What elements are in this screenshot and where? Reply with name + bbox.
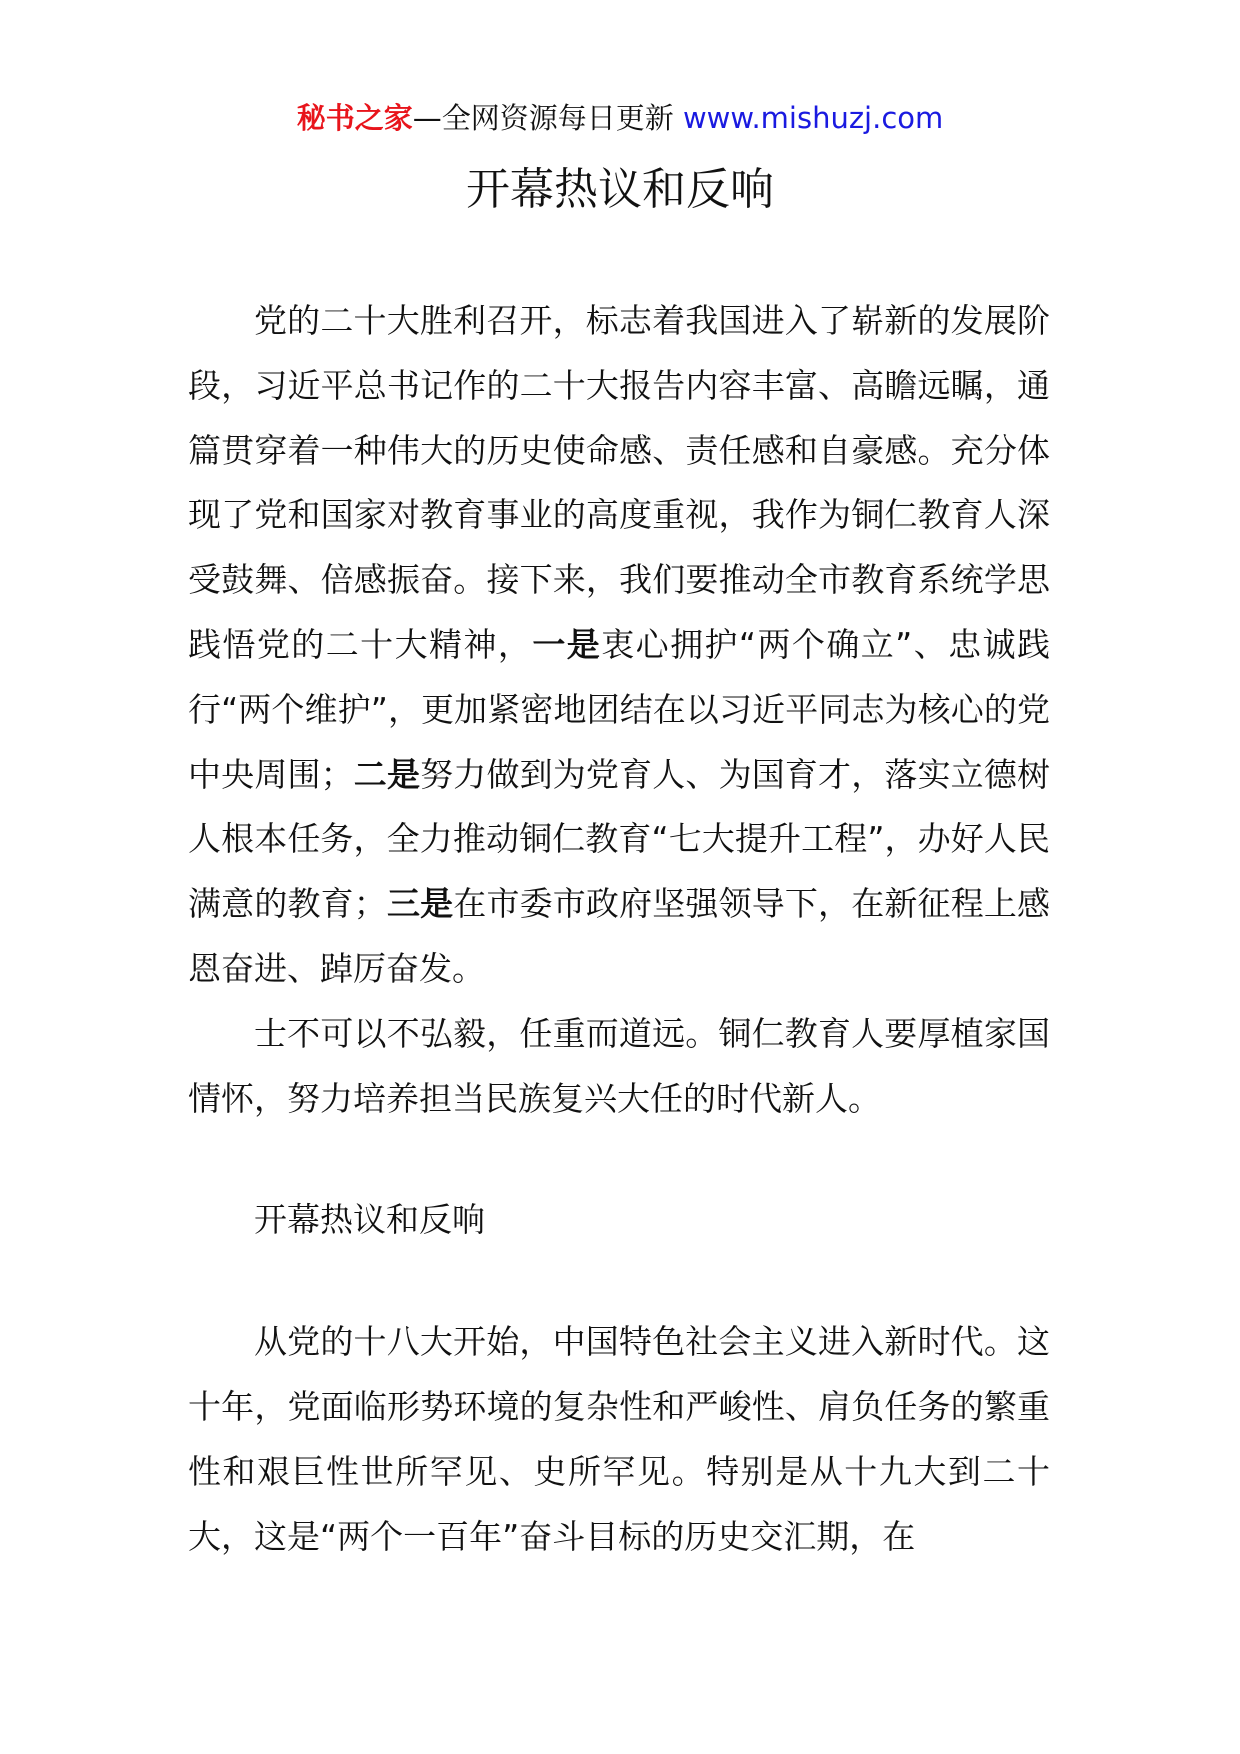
paragraph-3: 从党的十八大开始，中国特色社会主义进入新时代。这十年，党面临形势环境的复杂性和严峻性、肩负任务的繁重性和艰巨性世所罕见、史所罕见。特别是从十九大到二十大，这是“两个一百年”奋斗目标的历史交汇期，在	[188, 1322, 1050, 1556]
site-header	[0, 98, 1240, 138]
paragraph-1-text-c: 衷心拥护“两个确立”、忠诚践行“两个维护”，更加紧密地团结在以习近平同志为核心的党中央周围；	[188, 624, 1051, 794]
document-title: 开幕热议和反响	[466, 164, 774, 215]
paragraph-2: 士不可以不弘毅，任重而道远。铜仁教育人要厚植家国情怀，努力培养担当民族复兴大任的时代新人。	[188, 1013, 1050, 1118]
point-two-label: 二是	[353, 754, 421, 794]
document-body	[188, 289, 1050, 1569]
point-three-label: 三是	[386, 884, 454, 924]
paragraph-1	[188, 289, 1050, 1002]
paragraph-1-text-d: 努力做到为党育人、为国育才，落实立德树人根本任务，全力推动铜仁教育“七大提升工程”，办好人民满意的教育；	[188, 754, 1051, 924]
site-slogan: —全网资源每日更新	[412, 101, 674, 135]
paragraph-1-text-a: 党的二十大胜利召开，标志着我国进入了崭新的发展阶段，习近平总书记作的二十大报告内容丰富、高瞻远瞩，通篇贯穿着一种伟大的历史使命感、责任感和自豪感。充分体现了党和国家对教育事业的高度重视，我作为铜仁教育人深受鼓舞、倍感振奋。接下来，我们要推动全市教育系统学思践悟党的二十大精神，	[188, 301, 1050, 664]
point-one-label: 一是	[532, 624, 602, 664]
brand-name: 秘书之家	[296, 101, 413, 135]
paragraph-1-text-e: 在市委市政府坚强领导下，在新征程上感恩奋进、踔厉奋发。	[188, 884, 1051, 988]
site-url-link[interactable]: www.mishuzj.com	[682, 101, 944, 135]
section-subheading: 开幕热议和反响	[254, 1200, 485, 1240]
